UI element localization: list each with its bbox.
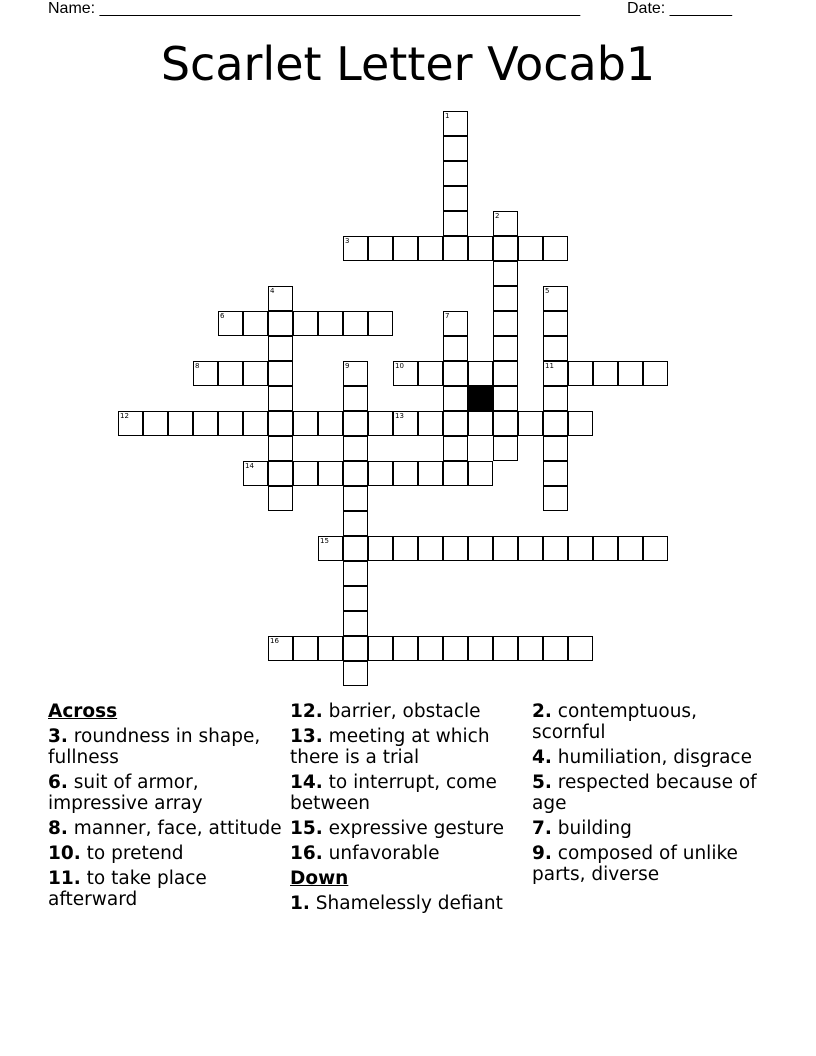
clue-down-2: 2. contemptuous, scornful bbox=[532, 701, 697, 743]
clue-across-12: 12. barrier, obstacle bbox=[290, 701, 481, 722]
grid-cell[interactable] bbox=[493, 636, 518, 661]
grid-cell[interactable] bbox=[493, 311, 518, 336]
grid-cell[interactable] bbox=[568, 636, 593, 661]
grid-cell[interactable] bbox=[393, 411, 418, 436]
grid-cell[interactable] bbox=[143, 411, 168, 436]
grid-cell[interactable] bbox=[118, 411, 143, 436]
grid-cell[interactable] bbox=[343, 536, 368, 561]
grid-cell[interactable] bbox=[543, 461, 568, 486]
grid-cell[interactable] bbox=[293, 311, 318, 336]
across-heading: Across bbox=[48, 701, 118, 722]
grid-cell[interactable] bbox=[343, 511, 368, 536]
grid-cell[interactable] bbox=[493, 386, 518, 411]
clue-down-5: 5. respected because of age bbox=[532, 772, 757, 814]
grid-cell[interactable] bbox=[268, 311, 293, 336]
grid-cell[interactable] bbox=[418, 236, 443, 261]
grid-cell[interactable] bbox=[193, 411, 218, 436]
grid-cell[interactable] bbox=[518, 411, 543, 436]
grid-cell[interactable] bbox=[268, 636, 293, 661]
grid-cell[interactable] bbox=[543, 361, 568, 386]
grid-cell[interactable] bbox=[218, 311, 243, 336]
grid-cell[interactable] bbox=[343, 386, 368, 411]
clue-across-11: 11. to take place afterward bbox=[48, 868, 207, 910]
grid-cell[interactable] bbox=[543, 286, 568, 311]
clue-across-14: 14. to interrupt, come between bbox=[290, 772, 497, 814]
grid-cell[interactable] bbox=[268, 411, 293, 436]
grid-cell[interactable] bbox=[193, 361, 218, 386]
clue-number: 16 bbox=[270, 637, 279, 645]
grid-cell[interactable] bbox=[468, 236, 493, 261]
grid-cell[interactable] bbox=[368, 411, 393, 436]
grid-cell[interactable] bbox=[568, 411, 593, 436]
clue-down-4: 4. humiliation, disgrace bbox=[532, 747, 752, 768]
grid-cell[interactable] bbox=[368, 536, 393, 561]
grid-cell[interactable] bbox=[218, 411, 243, 436]
grid-cell[interactable] bbox=[343, 661, 368, 686]
grid-cell[interactable] bbox=[593, 536, 618, 561]
grid-cell[interactable] bbox=[543, 236, 568, 261]
grid-cell[interactable] bbox=[493, 236, 518, 261]
grid-cell[interactable] bbox=[268, 336, 293, 361]
clues-column-2 bbox=[290, 701, 526, 918]
clue-across-3: 3. roundness in shape, fullness bbox=[48, 726, 261, 768]
grid-cell[interactable] bbox=[443, 236, 468, 261]
grid-cell[interactable] bbox=[493, 436, 518, 461]
grid-cell[interactable] bbox=[543, 486, 568, 511]
clues-column-1 bbox=[48, 701, 284, 914]
grid-cell[interactable] bbox=[218, 361, 243, 386]
grid-cell[interactable] bbox=[418, 636, 443, 661]
clue-number: 10 bbox=[395, 362, 404, 370]
grid-cell[interactable] bbox=[443, 461, 468, 486]
grid-cell[interactable] bbox=[468, 411, 493, 436]
grid-cell[interactable] bbox=[568, 536, 593, 561]
grid-cell[interactable] bbox=[393, 361, 418, 386]
grid-cell[interactable] bbox=[443, 536, 468, 561]
grid-cell[interactable] bbox=[268, 461, 293, 486]
black-cell bbox=[468, 386, 493, 411]
grid-cell[interactable] bbox=[493, 211, 518, 236]
name-field[interactable]: Name: ______________________________________________________ bbox=[48, 0, 581, 17]
grid-cell[interactable] bbox=[268, 436, 293, 461]
grid-cell[interactable] bbox=[343, 561, 368, 586]
grid-cell[interactable] bbox=[443, 211, 468, 236]
grid-cell[interactable] bbox=[393, 461, 418, 486]
grid-cell[interactable] bbox=[443, 311, 468, 336]
grid-cell[interactable] bbox=[493, 286, 518, 311]
clue-number: 7 bbox=[445, 312, 450, 320]
grid-cell[interactable] bbox=[443, 386, 468, 411]
grid-cell[interactable] bbox=[443, 436, 468, 461]
grid-cell[interactable] bbox=[518, 536, 543, 561]
grid-cell[interactable] bbox=[343, 411, 368, 436]
grid-cell[interactable] bbox=[268, 361, 293, 386]
grid-cell[interactable] bbox=[468, 461, 493, 486]
grid-cell[interactable] bbox=[368, 311, 393, 336]
grid-cell[interactable] bbox=[243, 361, 268, 386]
grid-cell[interactable] bbox=[518, 236, 543, 261]
clue-down-9: 9. composed of unlike parts, diverse bbox=[532, 843, 738, 885]
clue-number: 15 bbox=[320, 537, 329, 545]
clue-number: 9 bbox=[345, 362, 350, 370]
grid-cell[interactable] bbox=[618, 361, 643, 386]
clue-number: 3 bbox=[345, 237, 350, 245]
clue-number: 6 bbox=[220, 312, 225, 320]
grid-cell[interactable] bbox=[343, 361, 368, 386]
grid-cell[interactable] bbox=[493, 411, 518, 436]
grid-cell[interactable] bbox=[318, 461, 343, 486]
grid-cell[interactable] bbox=[168, 411, 193, 436]
clue-number: 11 bbox=[545, 362, 554, 370]
grid-cell[interactable] bbox=[343, 636, 368, 661]
grid-cell[interactable] bbox=[418, 461, 443, 486]
grid-cell[interactable] bbox=[643, 536, 668, 561]
grid-cell[interactable] bbox=[468, 361, 493, 386]
grid-cell[interactable] bbox=[643, 361, 668, 386]
grid-cell[interactable] bbox=[543, 311, 568, 336]
grid-cell[interactable] bbox=[243, 461, 268, 486]
clue-across-8: 8. manner, face, attitude bbox=[48, 818, 282, 839]
clue-across-10: 10. to pretend bbox=[48, 843, 184, 864]
grid-cell[interactable] bbox=[443, 186, 468, 211]
grid-cell[interactable] bbox=[318, 536, 343, 561]
clue-number: 2 bbox=[495, 212, 500, 220]
grid-cell[interactable] bbox=[343, 311, 368, 336]
grid-cell[interactable] bbox=[543, 436, 568, 461]
grid-cell[interactable] bbox=[543, 636, 568, 661]
clue-across-6: 6. suit of armor, impressive array bbox=[48, 772, 203, 814]
clue-down-7: 7. building bbox=[532, 818, 632, 839]
grid-cell[interactable] bbox=[443, 161, 468, 186]
grid-cell[interactable] bbox=[293, 411, 318, 436]
grid-cell[interactable] bbox=[343, 611, 368, 636]
clue-number: 14 bbox=[245, 462, 254, 470]
grid-cell[interactable] bbox=[518, 636, 543, 661]
grid-cell[interactable] bbox=[343, 436, 368, 461]
clue-number: 13 bbox=[395, 412, 404, 420]
grid-cell[interactable] bbox=[393, 536, 418, 561]
grid-cell[interactable] bbox=[593, 361, 618, 386]
grid-cell[interactable] bbox=[343, 486, 368, 511]
grid-cell[interactable] bbox=[293, 636, 318, 661]
grid-cell[interactable] bbox=[318, 636, 343, 661]
grid-cell[interactable] bbox=[443, 136, 468, 161]
grid-cell[interactable] bbox=[243, 411, 268, 436]
clue-number: 5 bbox=[545, 287, 550, 295]
grid-cell[interactable] bbox=[543, 386, 568, 411]
grid-cell[interactable] bbox=[443, 361, 468, 386]
grid-cell[interactable] bbox=[543, 336, 568, 361]
grid-cell[interactable] bbox=[293, 461, 318, 486]
grid-cell[interactable] bbox=[318, 411, 343, 436]
grid-cell[interactable] bbox=[418, 411, 443, 436]
clue-across-13: 13. meeting at which there is a trial bbox=[290, 726, 490, 768]
clue-number: 1 bbox=[445, 112, 450, 120]
clue-across-16: 16. unfavorable bbox=[290, 843, 440, 864]
grid-cell[interactable] bbox=[343, 236, 368, 261]
grid-cell[interactable] bbox=[368, 461, 393, 486]
grid-cell[interactable] bbox=[418, 536, 443, 561]
grid-cell[interactable] bbox=[393, 236, 418, 261]
grid-cell[interactable] bbox=[493, 336, 518, 361]
clue-across-15: 15. expressive gesture bbox=[290, 818, 504, 839]
grid-cell[interactable] bbox=[493, 261, 518, 286]
page-title: Scarlet Letter Vocab1 bbox=[160, 37, 656, 91]
clue-number: 8 bbox=[195, 362, 200, 370]
grid-cell[interactable] bbox=[268, 486, 293, 511]
date-field[interactable]: Date: _______ bbox=[627, 0, 732, 17]
grid-cell[interactable] bbox=[618, 536, 643, 561]
grid-cell[interactable] bbox=[443, 111, 468, 136]
grid-cell[interactable] bbox=[343, 461, 368, 486]
clue-number: 4 bbox=[270, 287, 275, 295]
clues-column-3 bbox=[532, 701, 768, 889]
grid-cell[interactable] bbox=[318, 311, 343, 336]
grid-cell[interactable] bbox=[468, 636, 493, 661]
grid-cell[interactable] bbox=[268, 386, 293, 411]
grid-cell[interactable] bbox=[443, 636, 468, 661]
grid-cell[interactable] bbox=[368, 636, 393, 661]
clue-number: 12 bbox=[120, 412, 129, 420]
grid-cell[interactable] bbox=[493, 536, 518, 561]
grid-cell[interactable] bbox=[543, 536, 568, 561]
grid-cell[interactable] bbox=[493, 361, 518, 386]
clue-down-1: 1. Shamelessly defiant bbox=[290, 893, 503, 914]
grid-cell[interactable] bbox=[568, 361, 593, 386]
grid-cell[interactable] bbox=[268, 286, 293, 311]
grid-cell[interactable] bbox=[443, 336, 468, 361]
grid-cell[interactable] bbox=[443, 411, 468, 436]
grid-cell[interactable] bbox=[393, 636, 418, 661]
grid-cell[interactable] bbox=[418, 361, 443, 386]
grid-cell[interactable] bbox=[368, 236, 393, 261]
grid-cell[interactable] bbox=[243, 311, 268, 336]
grid-cell[interactable] bbox=[468, 536, 493, 561]
grid-cell[interactable] bbox=[343, 586, 368, 611]
grid-cell[interactable] bbox=[543, 411, 568, 436]
down-heading: Down bbox=[290, 868, 349, 889]
